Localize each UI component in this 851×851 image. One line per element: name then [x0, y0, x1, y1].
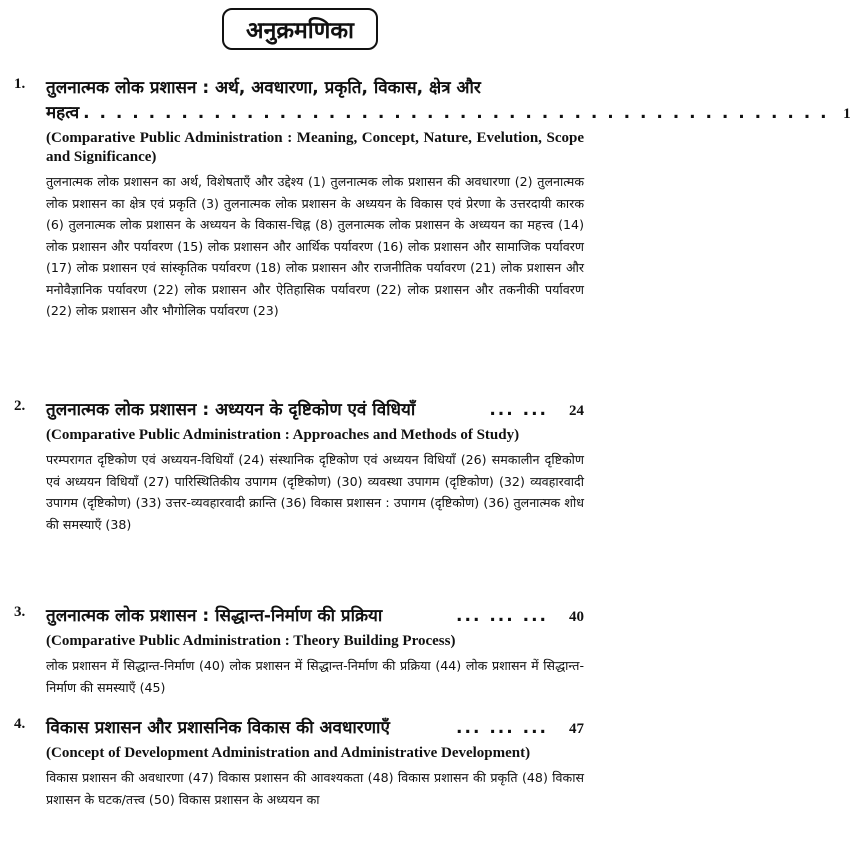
- leader-dots: . . . . . . . . . . . . . . . . . . . . . . . . . . . . . . . . . . . . . . . . . . . . . .: [83, 103, 829, 123]
- entry-heading-cont: महत्व: [46, 103, 80, 123]
- entry-page-number: 47: [569, 721, 584, 737]
- entry-english-title: (Comparative Public Administration : Approaches and Methods of Study): [46, 427, 520, 443]
- entry-heading-row: [46, 604, 584, 630]
- entry-description: परम्परागत दृष्टिकोण एवं अध्ययन-विधियाँ (24) संस्थानिक दृष्टिकोण एवं अध्ययन विधियाँ (26) समकालीन दृष्टिकोण एवं अध्ययन विधियाँ (27) पारिस्थितिकीय उपागम (दृष्टिकोण) (30) व्यवस्था उपागम (दृष्टिकोण) (32) व्यवहारवादी उपागम (दृष्टिकोण) (33) उत्तर-व्यवहारवादी क्रान्ति (36) विकास प्रशासन : उपागम (दृष्टिकोण) (36) तुलनात्मक शोध की समस्याएँ (38): [46, 452, 584, 532]
- entry-number: 3.: [14, 604, 26, 620]
- leader-dots: ... ... ...: [456, 718, 548, 738]
- page-title: [222, 8, 378, 50]
- entry-heading-row: [46, 101, 851, 127]
- entry-page-number: 1: [843, 106, 851, 122]
- entry-heading: तुलनात्मक लोक प्रशासन : सिद्धान्त-निर्माण की प्रक्रिया: [46, 606, 383, 626]
- entry-english-title: (Comparative Public Administration : Theory Building Process): [46, 633, 456, 649]
- entry-heading-row: [46, 716, 584, 742]
- entry-description: लोक प्रशासन में सिद्धान्त-निर्माण (40) लोक प्रशासन में सिद्धान्त-निर्माण की प्रक्रिया (44) लोक प्रशासन में सिद्धान्त-निर्माण की समस्याएँ (45): [46, 658, 584, 695]
- entry-heading: तुलनात्मक लोक प्रशासन : अर्थ, अवधारणा, प्रकृति, विकास, क्षेत्र और: [46, 78, 481, 98]
- entry-heading: विकास प्रशासन और प्रशासनिक विकास की अवधारणाएँ: [46, 718, 390, 738]
- leader-dots: ... ... ...: [456, 606, 548, 626]
- entry-page-number: 24: [569, 403, 584, 419]
- entry-number: 2.: [14, 398, 26, 414]
- entry-content: [46, 398, 584, 535]
- entry-page-number: 40: [569, 609, 584, 625]
- entry-heading-row: [46, 398, 584, 424]
- entry-description: विकास प्रशासन की अवधारणा (47) विकास प्रशासन की आवश्यकता (48) विकास प्रशासन की प्रकृति (48) विकास प्रशासन के घटक/तत्त्व (50) विकास प्रशासन के अध्ययन का: [46, 770, 584, 807]
- leader-dots: ... ...: [489, 400, 548, 420]
- entry-content: [46, 716, 584, 810]
- entry-content: [46, 604, 584, 698]
- entry-description: तुलनात्मक लोक प्रशासन का अर्थ, विशेषताएँ और उद्देश्य (1) तुलनात्मक लोक प्रशासन की अवधारणा (2) तुलनात्मक लोक प्रशासन का क्षेत्र एवं प्रकृति (3) तुलनात्मक लोक प्रशासन के अध्ययन के विकास एवं प्रेरणा के उत्तरदायी कारक (6) तुलनात्मक लोक प्रशासन के अध्ययन के विकास-चिह्न (8) तुलनात्मक लोक प्रशासन के अध्ययन का महत्त्व (14) लोक प्रशासन और पर्यावरण (15) लोक प्रशासन और आर्थिक पर्यावरण (16) लोक प्रशासन और सामाजिक पर्यावरण (17) लोक प्रशासन एवं सांस्कृतिक पर्यावरण (18) लोक प्रशासन और राजनीतिक पर्यावरण (21) लोक प्रशासन और मनोवैज्ञानिक पर्यावरण (22) लोक प्रशासन और ऐतिहासिक पर्यावरण (22) लोक प्रशासन और तकनीकी पर्यावरण (22) लोक प्रशासन और भौगोलिक पर्यावरण (23): [46, 174, 584, 318]
- entry-english-title: (Comparative Public Administration : Meaning, Concept, Nature, Evelution, Scope and Significance): [46, 130, 584, 165]
- entry-number: 4.: [14, 716, 26, 732]
- entry-number: 1.: [14, 76, 26, 92]
- entry-heading: तुलनात्मक लोक प्रशासन : अध्ययन के दृष्टिकोण एवं विधियाँ: [46, 400, 416, 420]
- page-title-text: अनुक्रमणिका: [246, 18, 354, 44]
- entry-content: [46, 76, 851, 322]
- entry-english-title: (Concept of Development Administration and Administrative Development): [46, 745, 531, 761]
